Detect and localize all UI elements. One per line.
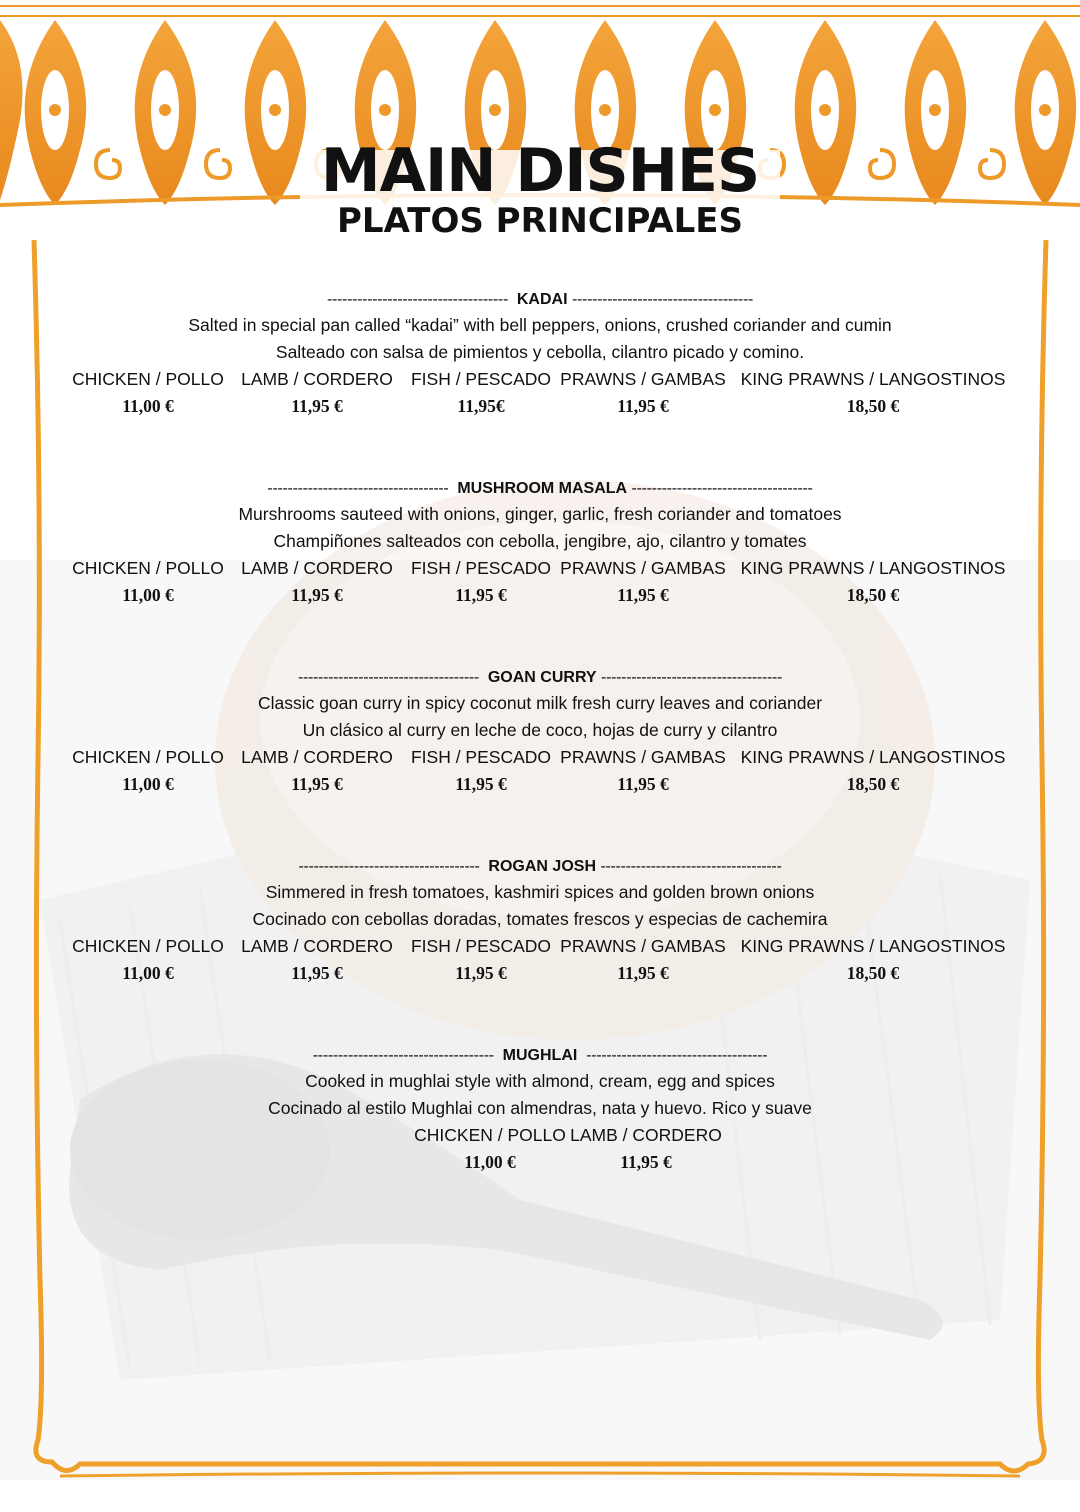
dash-rule-right: ------------------------------------ <box>631 480 813 497</box>
option-price: 11,00 € <box>122 585 174 605</box>
section-description-es: Champiñones salteados con cebolla, jengibre, ajo, cilantro y tomates <box>273 531 807 551</box>
menu-section-rogan-josh <box>0 855 1080 987</box>
section-heading <box>0 855 1080 879</box>
option-name: CHICKEN / POLLO <box>72 936 224 956</box>
section-description-en: Murshrooms sauteed with onions, ginger, garlic, fresh coriander and tomatoes <box>238 504 842 524</box>
option-name: FISH / PESCADO <box>410 369 552 389</box>
option-name: KING PRAWNS / LANGOSTINOS <box>740 936 1006 956</box>
dash-rule-left: ------------------------------------ <box>312 1047 494 1064</box>
option-name: PRAWNS / GAMBAS <box>560 747 726 767</box>
option-price: 11,00 € <box>122 396 174 416</box>
option-name: KING PRAWNS / LANGOSTINOS <box>740 558 1006 578</box>
section-name: GOAN CURRY <box>487 669 597 686</box>
option-row <box>0 366 1080 420</box>
option-name: CHICKEN / POLLO <box>72 747 224 767</box>
option-row <box>0 555 1080 609</box>
section-heading <box>0 288 1080 312</box>
option-price: 11,95 € <box>291 585 343 605</box>
section-heading <box>0 1044 1080 1068</box>
option-name: PRAWNS / GAMBAS <box>560 369 726 389</box>
option-name: KING PRAWNS / LANGOSTINOS <box>740 747 1006 767</box>
option-price: 18,50 € <box>846 396 900 416</box>
menu-section-mushroom-masala <box>0 477 1080 609</box>
option-row <box>0 1122 1080 1176</box>
option-price: 11,95 € <box>455 585 507 605</box>
option-price: 11,95 € <box>617 963 669 983</box>
dash-rule-right: ------------------------------------ <box>572 291 754 308</box>
menu-section-kadai <box>0 288 1080 420</box>
option-name: FISH / PESCADO <box>410 747 552 767</box>
section-name: KADAI <box>516 291 568 308</box>
option-prawns <box>543 744 743 798</box>
option-name: FISH / PESCADO <box>410 558 552 578</box>
menu-section-mughlai <box>0 1044 1080 1176</box>
option-prawns <box>543 933 743 987</box>
option-name: LAMB / CORDERO <box>241 558 393 578</box>
option-king-prawns <box>740 555 1006 609</box>
option-name: KING PRAWNS / LANGOSTINOS <box>740 369 1006 389</box>
dash-rule-right: ------------------------------------ <box>601 669 783 686</box>
dash-rule-left: ------------------------------------ <box>267 480 449 497</box>
section-description-es: Cocinado al estilo Mughlai con almendras, nata y huevo. Rico y suave <box>268 1098 812 1118</box>
option-row <box>0 933 1080 987</box>
option-price: 11,95 € <box>291 963 343 983</box>
option-price: 11,95 € <box>617 585 669 605</box>
option-price: 18,50 € <box>846 585 900 605</box>
option-price: 11,95 € <box>291 396 343 416</box>
option-king-prawns <box>740 744 1006 798</box>
option-price: 11,95€ <box>457 396 505 416</box>
option-name: LAMB / CORDERO <box>241 747 393 767</box>
page-title: MAIN DISHES <box>320 136 760 206</box>
option-price: 11,95 € <box>617 396 669 416</box>
option-price: 18,50 € <box>846 774 900 794</box>
option-price: 11,95 € <box>455 774 507 794</box>
option-row <box>0 744 1080 798</box>
option-king-prawns <box>740 366 1006 420</box>
option-prawns <box>543 555 743 609</box>
option-name: CHICKEN / POLLO <box>414 1125 566 1145</box>
section-description-es: Salteado con salsa de pimientos y cebolla, cilantro picado y comino. <box>275 342 805 362</box>
option-price: 11,00 € <box>122 774 174 794</box>
option-name: LAMB / CORDERO <box>241 936 393 956</box>
dash-rule-left: ------------------------------------ <box>297 669 479 686</box>
dash-rule-right: ------------------------------------ <box>600 858 782 875</box>
option-price: 11,95 € <box>455 963 507 983</box>
section-description-en: Salted in special pan called “kadai” with bell peppers, onions, crushed coriander and cumin <box>188 315 892 335</box>
section-heading <box>0 666 1080 690</box>
option-prawns <box>543 366 743 420</box>
section-description-en: Classic goan curry in spicy coconut milk fresh curry leaves and coriander <box>257 693 823 713</box>
option-price: 18,50 € <box>846 963 900 983</box>
option-king-prawns <box>740 933 1006 987</box>
option-price: 11,95 € <box>620 1152 672 1172</box>
option-name: LAMB / CORDERO <box>570 1125 722 1145</box>
page-subtitle: PLATOS PRINCIPALES <box>337 201 743 241</box>
section-description-es: Cocinado con cebollas doradas, tomates frescos y especias de cachemira <box>252 909 828 929</box>
section-heading <box>0 477 1080 501</box>
section-description-es: Un clásico al curry en leche de coco, hojas de curry y cilantro <box>302 720 778 740</box>
option-price: 11,00 € <box>464 1152 516 1172</box>
menu-section-goan-curry <box>0 666 1080 798</box>
option-price: 11,95 € <box>291 774 343 794</box>
option-price: 11,95 € <box>617 774 669 794</box>
section-description-en: Simmered in fresh tomatoes, kashmiri spices and golden brown onions <box>265 882 815 902</box>
section-name: ROGAN JOSH <box>488 858 596 875</box>
dash-rule-left: ------------------------------------ <box>326 291 508 308</box>
option-lamb <box>546 1122 746 1176</box>
option-name: CHICKEN / POLLO <box>72 558 224 578</box>
option-price: 11,00 € <box>122 963 174 983</box>
section-name: MUSHROOM MASALA <box>457 480 628 497</box>
title-block <box>0 135 1080 241</box>
option-name: FISH / PESCADO <box>410 936 552 956</box>
option-name: CHICKEN / POLLO <box>72 369 224 389</box>
dash-rule-right: ------------------------------------ <box>586 1047 768 1064</box>
section-name: MUGHLAI <box>502 1047 578 1064</box>
option-name: PRAWNS / GAMBAS <box>560 936 726 956</box>
section-description-en: Cooked in mughlai style with almond, cream, egg and spices <box>305 1071 775 1091</box>
option-name: LAMB / CORDERO <box>241 369 393 389</box>
dash-rule-left: ------------------------------------ <box>298 858 480 875</box>
option-name: PRAWNS / GAMBAS <box>560 558 726 578</box>
